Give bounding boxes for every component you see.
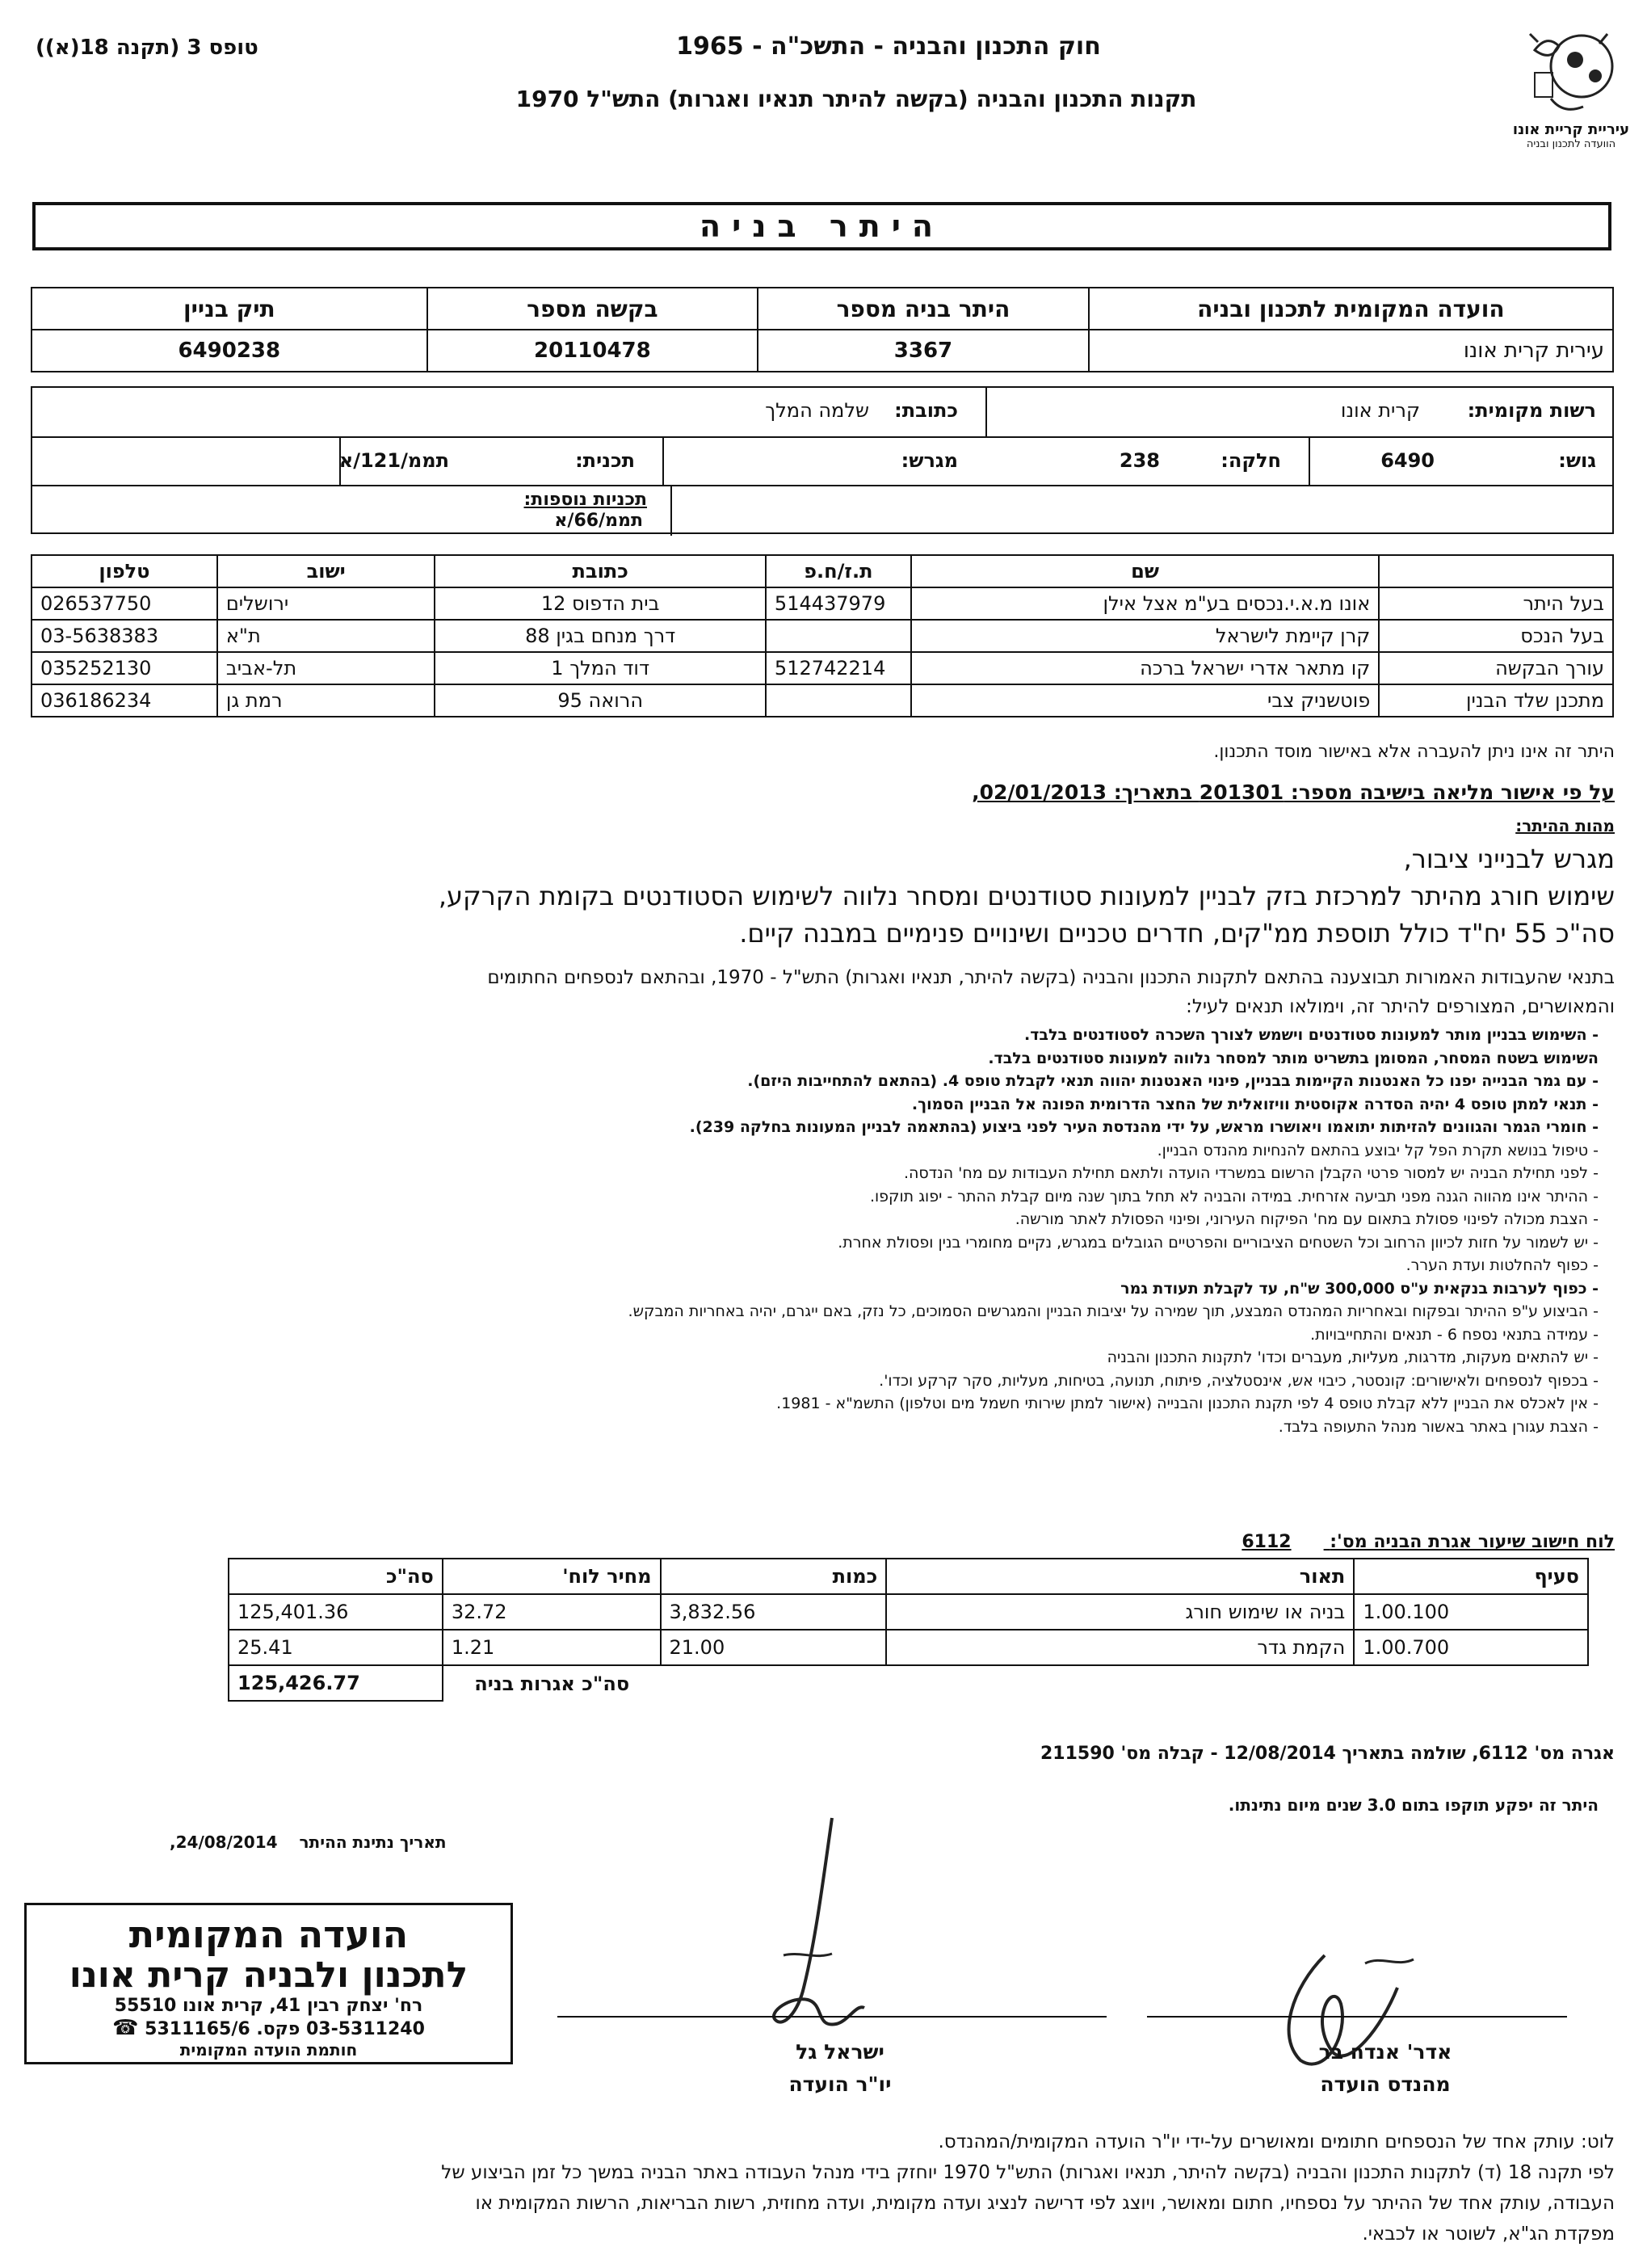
logo-caption: עיריית קריית אונו הוועדה לתכנון ובניה xyxy=(1512,121,1630,150)
party-name: אונו מ.א.י.נכסים בע"מ אצל אילן xyxy=(911,587,1379,620)
permit-title xyxy=(32,202,1611,250)
party-name: קו מתאר אדרי ישראל ברכה xyxy=(911,652,1379,684)
committee-value: עירית קרית אונו xyxy=(1089,330,1613,372)
phone-header: טלפון xyxy=(32,555,217,587)
committee-stamp xyxy=(24,1903,513,2064)
condition-item: - ההיתר אינו מהווה הגנה מפני תביעה אזרחית. במידה והבניה לא תחל בתוך שנה מיום קבלת ההתר - יפוג תוקפו. xyxy=(869,1187,1599,1206)
condition-item: - כפוף לערבות בנקאית ע"ס 300,000 ש"ח, עד לקבלת תעודת גמר xyxy=(1120,1279,1599,1298)
condition-item: - טיפול בנושא תקרת הפל קל יבוצע בהתאם להנחיות מהנדס הבניין. xyxy=(1157,1141,1599,1159)
table-row xyxy=(32,587,1613,620)
party-city: תל-אביב xyxy=(217,652,435,684)
stamp-line: רח' יצחק רבין 41, קרית אונו 55510 xyxy=(114,1996,423,2016)
gush-label: גוש: xyxy=(1558,449,1596,472)
issue-date xyxy=(170,1832,447,1852)
authority-label: רשות מקומית: xyxy=(1467,399,1596,422)
party-id: 512742214 xyxy=(766,652,911,684)
issue-date-label: תאריך נתינת ההיתר xyxy=(299,1832,447,1852)
permit-number-header: היתר בניה מספר xyxy=(758,288,1089,330)
footer-line: לוט: עותק אחד של הנספחים חתומים ומאושרים על-ידי יו"ר הועדה המקומית/המהנדס. xyxy=(938,2131,1615,2152)
fee-price: 32.72 xyxy=(443,1594,661,1630)
plan-value: תממ/121/א xyxy=(338,449,449,472)
intro-line: והמאושרים, המצורפים להיתר זה, וימולאו תנאים לעיל: xyxy=(1186,996,1615,1017)
transfer-note: היתר זה אינו ניתן להעברה אלא באישור מוסד התכנון. xyxy=(1213,742,1615,762)
issue-date-value: 24/08/2014, xyxy=(170,1832,278,1852)
table-row xyxy=(32,652,1613,684)
nature-label: מהות ההיתר: xyxy=(1515,816,1615,835)
extra-plans-label: תכניות נוספות: xyxy=(523,490,647,510)
party-name: קרן קיימת לישראל xyxy=(911,620,1379,652)
section-header: סעיף xyxy=(1354,1559,1588,1594)
party-id: 514437979 xyxy=(766,587,911,620)
conditions-intro xyxy=(32,963,1615,1021)
condition-item: - הצבת עגורן באתר באשור מנהל התעופה בלבד. xyxy=(1278,1417,1599,1436)
chairman-signature xyxy=(711,2036,969,2101)
signer-name: ישראל גל xyxy=(796,2040,884,2064)
desc-header: תאור xyxy=(886,1559,1354,1594)
signature-line-chairman xyxy=(557,2016,1107,2018)
stamp-line: 03-5311240 פקס. 5311165/6 xyxy=(145,2019,425,2039)
request-number-header: בקשה מספר xyxy=(427,288,758,330)
signer-title: יו"ר הועדה xyxy=(788,2072,892,2096)
total-header: סה"כ xyxy=(229,1559,443,1594)
stamp-line: חותמת הועדה המקומית xyxy=(179,2040,358,2060)
fee-desc: בניה או שימוש חורג xyxy=(886,1594,1354,1630)
stamp-phone-row xyxy=(41,2016,496,2040)
fee-grand-total: 125,426.77 xyxy=(229,1665,443,1701)
footer-line: לפי תקנה 18 (ד) לתקנות התכנון והבניה (בקשה להיתר, תנאיו ואגרות) התש"ל 1970 יוחזק בידי מנהל העבודה באתר הבניה במשך כל זמן הביצוע של xyxy=(441,2162,1615,2183)
location-box xyxy=(31,386,1614,534)
regulations-title: תקנות התכנון והבניה (בקשה להיתר תנאיו ואגרות) התש"ל 1970 xyxy=(515,86,1197,112)
party-phone: 035252130 xyxy=(32,652,217,684)
extra-plans-value: תממ/66/א xyxy=(554,511,643,531)
fee-section: 1.00.100 xyxy=(1354,1594,1588,1630)
party-address: דרך מנחם בגין 88 xyxy=(435,620,765,652)
address-header: כתובת xyxy=(435,555,765,587)
party-role: מתכנן שלד הבנין xyxy=(1379,684,1613,717)
role-header xyxy=(1379,555,1613,587)
party-role: בעל הנכס xyxy=(1379,620,1613,652)
party-city: ת"א xyxy=(217,620,435,652)
condition-item: - השימוש בבניין מותר למעונות סטודנטים וישמש לצורך השכרה לסטודנטים בלבד. xyxy=(1024,1026,1599,1044)
condition-item: - בכפוף לנספחים ולאישורים: קונסטר, כיבוי אש, אינסטלציה, פיתוח, תנועה, בטיחות, מעליות, סקר קרקע וכדו'. xyxy=(879,1371,1599,1390)
authority-value: קרית אונו xyxy=(1340,399,1420,422)
chairman-signature-icon xyxy=(727,1810,913,2060)
law-title: חוק התכנון והבניה - התשכ"ה - 1965 xyxy=(676,32,1101,61)
fee-number: 6112 xyxy=(1242,1532,1292,1552)
condition-item: - כפוף להחלטות ועדת הערר. xyxy=(1405,1256,1599,1274)
party-role: עורך הבקשה xyxy=(1379,652,1613,684)
party-address: דוד המלך 1 xyxy=(435,652,765,684)
fee-qty: 3,832.56 xyxy=(661,1594,887,1630)
permit-identity-table xyxy=(31,287,1614,372)
price-header: מחיר לוח' xyxy=(443,1559,661,1594)
table-row xyxy=(229,1594,1588,1630)
form-number: טופס 3 (תקנה 18(א)) xyxy=(36,36,258,60)
engineer-signature xyxy=(1232,2036,1539,2101)
helka-value: 238 xyxy=(1119,449,1160,472)
fee-title-text: לוח חישוב שיעור אגרת הבניה מס': xyxy=(1330,1532,1615,1552)
party-city: רמת גן xyxy=(217,684,435,717)
signature-line-engineer xyxy=(1147,2016,1567,2018)
footer-line: העבודה, עותק אחד של ההיתר על נספחיו, חתום ומאושר, ויוצג לפי דרישה לנציג ועדה מקומית, ועדה מחוזית, רשות הבריאות, הרשות המקומית או xyxy=(475,2193,1615,2214)
permit-nature xyxy=(32,840,1615,952)
name-header: שם xyxy=(911,555,1379,587)
table-row xyxy=(229,1630,1588,1665)
building-file-value: 6490238 xyxy=(32,330,427,372)
condition-item: - עם גמר הבנייה יפנו כל האנטנות הקיימות בבניין, פינוי האנטנות יהווה תנאי לקבלת טופס 4. (בהתאם להתחייבות היזם). xyxy=(747,1072,1599,1090)
footer-notes xyxy=(32,2127,1615,2249)
condition-item: - לפני תחילת הבניה יש למסור פרטי הקבלן הרשום במשרדי הועדה ולתאם תחילת העבודות עם מח' הנדסה. xyxy=(903,1164,1599,1182)
party-address: הרואה 95 xyxy=(435,684,765,717)
gush-value: 6490 xyxy=(1380,449,1435,472)
request-number-value: 20110478 xyxy=(427,330,758,372)
condition-item: - עמידה בתנאי נספח 6 - תנאים והתחייבויות. xyxy=(1310,1325,1599,1344)
condition-item: - תנאי למתן טופס 4 יהיה הסדרה אקוסטית וויזואלית של החצר הדרומית הפונה אל הבניין הסמוך. xyxy=(911,1095,1599,1113)
committee-header: הועדה המקומית לתכנון ובניה xyxy=(1089,288,1613,330)
condition-item: - חומרי הגמר והגוונים להזיתות יתואמו ויאושרו מראש, על ידי מהנדסת העיר לפני ביצוע (בהתאמה לבניין המעונות בחלקה 239). xyxy=(689,1118,1599,1136)
fee-total: 125,401.36 xyxy=(229,1594,443,1630)
table-row xyxy=(32,620,1613,652)
table-row xyxy=(32,684,1613,717)
signer-title: מהנדס הועדה xyxy=(1320,2072,1451,2096)
qty-header: כמות xyxy=(661,1559,887,1594)
fee-qty: 21.00 xyxy=(661,1630,887,1665)
id-header: ת.ז/ח.פ xyxy=(766,555,911,587)
condition-item: - הצבת מכולה לפינוי פסולת בתאום עם מח' הפיקוח העירוני, ופינוי הפסולת לאתר מורשה. xyxy=(1015,1210,1599,1228)
address-value: שלמה המלך xyxy=(765,399,869,422)
party-phone: 036186234 xyxy=(32,684,217,717)
receipt-line: אגרה מס' 6112, שולמה בתאריך 12/08/2014 - קבלה מס' 211590 xyxy=(1040,1744,1615,1764)
party-name: פוטשניק צבי xyxy=(911,684,1379,717)
fee-section: 1.00.700 xyxy=(1354,1630,1588,1665)
migrash-label: מגרש: xyxy=(901,449,958,472)
party-id xyxy=(766,620,911,652)
party-phone: 026537750 xyxy=(32,587,217,620)
party-address: בית הדפוס 12 xyxy=(435,587,765,620)
condition-item: - הביצוע ע"פ ההיתר ובפקוח ובאחריות המהנדס המבצע, תוך שמירה על יציבות הבניין והמגרשים הסמוכים, כל נזק, באם ייגרם, יהיה באחריות המבקש. xyxy=(628,1302,1599,1320)
city-header: ישוב xyxy=(217,555,435,587)
fee-price: 1.21 xyxy=(443,1630,661,1665)
intro-line: בתנאי שהעבודות האמורות תבוצענה בהתאם לתקנות התכנון והבניה (בקשה להיתר, תנאיו ואגרות) התש"ל - 1970, ובהתאם לנספחים החתומים xyxy=(487,967,1615,988)
footer-line: מפקדת הג"א, לשוטר או לכבאי. xyxy=(1362,2224,1615,2245)
approval-line: על פי אישור מליאה בישיבה מספר: 201301 בתאריך: 02/01/2013, xyxy=(972,781,1615,804)
nature-line: מגרש לבנייני ציבור, xyxy=(1403,844,1615,874)
signer-name: אדר' אנדה בר xyxy=(1318,2040,1452,2064)
plan-label: תכנית: xyxy=(575,449,635,472)
party-role: בעל היתר xyxy=(1379,587,1613,620)
fee-total: 25.41 xyxy=(229,1630,443,1665)
condition-item: השימוש בשטח המסחר, המסומן בתשריט מותר למסחר נלווה למעונות סטודנטים בלבד. xyxy=(988,1049,1599,1067)
permit-number-value: 3367 xyxy=(758,330,1089,372)
condition-item: - יש להתאים מעקות, מדרגות, מעליות, מעברים וכדו' לתקנות התכנון והבניה xyxy=(1107,1349,1599,1366)
parties-table xyxy=(31,554,1614,717)
condition-item: - אין לאכלס את הבניין ללא קבלת טופס 4 לפי תקנת התכנון והבנייה (אישור למתן שירותי חשמל מים וטלפון) התשמ"א - 1981. xyxy=(776,1395,1599,1412)
fee-total-label: סה"כ אגרות בניה xyxy=(474,1672,630,1695)
party-phone: 03-5638383 xyxy=(32,620,217,652)
fee-desc: הקמת גדר xyxy=(886,1630,1354,1665)
phone-icon: ☎ xyxy=(112,2016,139,2040)
helka-label: חלקה: xyxy=(1221,449,1281,472)
nature-line: שימוש חורג מהיתר למרכזת בזק לבניין למעונות סטודנטים ומסחר נלווה לשימוש הסטודנטים בקומת הקרקע, xyxy=(438,881,1615,911)
party-id xyxy=(766,684,911,717)
building-file-header: תיק בניין xyxy=(32,288,427,330)
fee-title xyxy=(1242,1532,1615,1552)
fee-table xyxy=(228,1558,1589,1702)
stamp-line: הועדה המקומית xyxy=(128,1912,409,1956)
address-label: כתובת: xyxy=(894,399,958,422)
stamp-line: לתכנון ולבניה קרית אונו xyxy=(69,1955,468,1996)
nature-line: סה"כ 55 יח"ד כולל תוספת ממ"קים, חדרים טכניים ושינויים פנימיים במבנה קיים. xyxy=(739,918,1615,949)
condition-item: - יש לשמור על חזות לכיוון הרחוב וכל השטחים הציבוריים והפרטיים הגובלים במגרש, נקיים מחומרי בנין ופסולת אחרת. xyxy=(838,1233,1599,1252)
permit-title-text: היתר בניה xyxy=(699,208,945,244)
party-city: ירושלים xyxy=(217,587,435,620)
validity-note: היתר זה יפקע תוקפו בתום 3.0 שנים מיום נתינתו. xyxy=(1228,1795,1599,1815)
